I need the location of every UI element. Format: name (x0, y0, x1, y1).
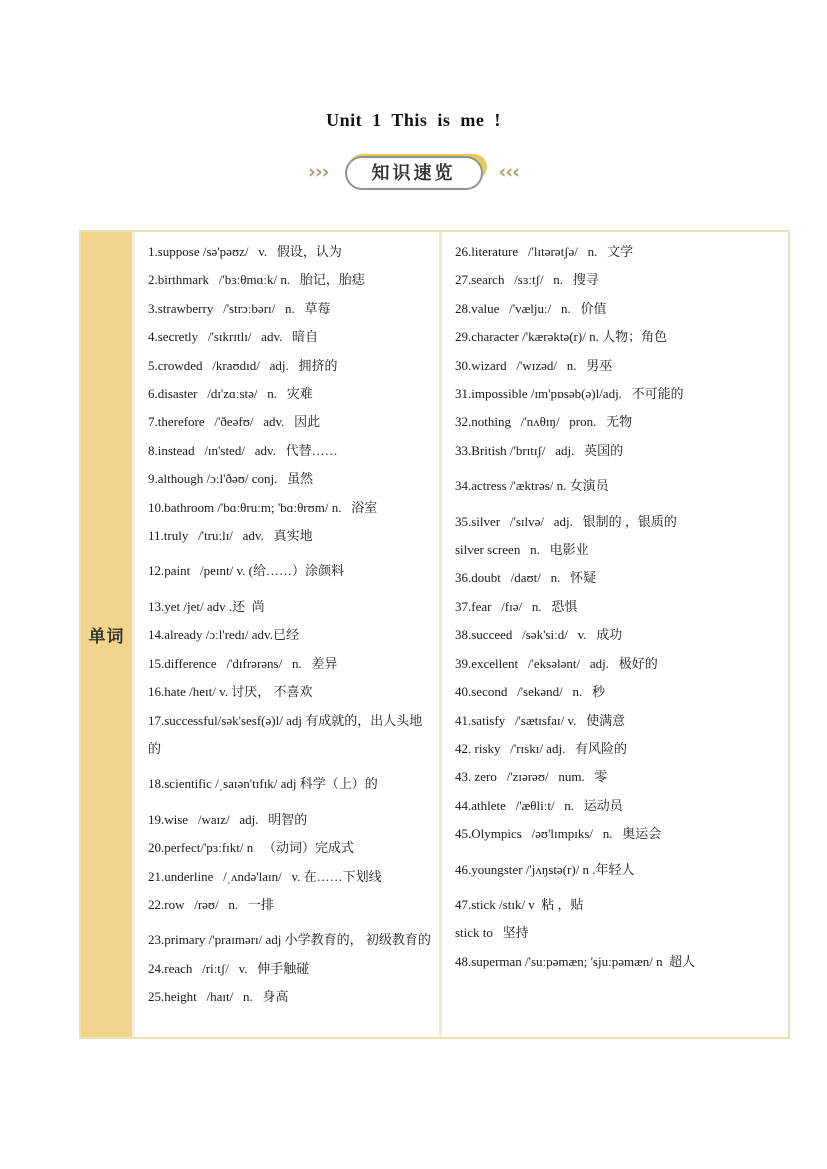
vocab-entry: 15.difference /'dɪfrərəns/ n. 差异 (148, 655, 338, 671)
vocab-entry: 44.athlete /'æθliːt/ n. 运动员 (455, 797, 623, 813)
vocab-table (79, 230, 790, 1039)
vocab-entry: 28.value /'væljuː/ n. 价值 (455, 300, 607, 316)
vocab-entry: 1.suppose /sə'pəʊz/ v. 假设，认为 (148, 244, 342, 259)
vocab-entry: 47.stick /stɪk/ v 粘 ，贴 (455, 896, 584, 912)
vocab-entry: 30.wizard /'wɪzəd/ n. 男巫 (455, 357, 613, 373)
vocab-entry: 20.perfect/'pɜːfɪkt/ n （动词）完成式 (148, 840, 355, 856)
vocab-entry: 17.successful/sək'sesf(ə)l/ adj 有成就的，出人头地的 (148, 712, 423, 756)
vocab-entry: 38.succeed /sək'siːd/ v. 成功 (455, 627, 623, 643)
vocab-entry: 21.underline /ˌʌndə'laɪn/ v. 在……下划线 (148, 868, 382, 884)
vocab-entry: 32.nothing /'nʌθɪŋ/ pron. 无物 (455, 414, 633, 430)
vocab-entry: 24.reach /riːtʃ/ v. 伸手触碰 (148, 960, 310, 976)
vocab-entry: 37.fear /fɪə/ n. 恐惧 (455, 598, 578, 614)
vocab-entry: 36.doubt /daʊt/ n. 怀疑 (455, 570, 597, 586)
vocab-entry: 14.already /ɔːl'redɪ/ adv.已经 (148, 627, 299, 643)
vocab-entry: 4.secretly /'sɪkrɪtlɪ/ adv. 暗自 (148, 329, 319, 345)
vocab-entry: 40.second /'sekənd/ n. 秒 (455, 684, 606, 700)
vocab-entry: 3.strawberry /'strɔːbərɪ/ n. 草莓 (148, 300, 331, 316)
knowledge-overview-badge (345, 159, 483, 185)
vocab-entry: 31.impossible /ɪm'pɒsəb(ə)l/adj. 不可能的 (455, 386, 684, 402)
vocab-entry: 13.yet /jet/ adv .还 尚 (148, 598, 265, 614)
vocab-entry: 18.scientific /ˌsaɪən'tɪfɪk/ adj 科学（上）的 (148, 776, 378, 792)
vocab-entry: 42. risky /'rɪskɪ/ adj. 有风险的 (455, 740, 628, 756)
badge-label: 知识速览 (345, 156, 483, 190)
vocab-entry: 48.superman /'suːpəmæn; 'sjuːpəmæn/ n 超人 (455, 953, 696, 969)
vocab-entry: 5.crowded /kraʊdɪd/ adj. 拥挤的 (148, 357, 338, 373)
vocab-entry: 22.row /rəʊ/ n. 一排 (148, 896, 274, 912)
vocab-entry: 41.satisfy /'sætɪsfaɪ/ v. 使满意 (455, 712, 626, 728)
vocab-entry: silver screen n. 电影业 (455, 542, 589, 558)
row-label-cell (81, 232, 135, 1037)
vocab-table-content (135, 232, 788, 1037)
vocab-entry: 35.silver /'sɪlvə/ adj. 银制的 ，银质的 (455, 513, 677, 529)
vocab-entry: 11.truly /'truːlɪ/ adv. 真实地 (148, 528, 313, 544)
vocab-entry: 34.actress /'æktrəs/ n. 女演员 (455, 478, 609, 494)
vocab-entry: 26.literature /'lɪtərətʃə/ n. 文学 (455, 244, 634, 259)
page-title: Unit 1 This is me ! (326, 110, 501, 130)
vocab-entry: 10.bathroom /'bɑːθruːm; 'bɑːθrʊm/ n. 浴室 (148, 499, 378, 515)
vocab-entry: 46.youngster /'jʌŋstə(r)/ n .年轻人 (455, 861, 635, 877)
vocab-entry: stick to 坚持 (455, 925, 529, 941)
vocab-entry: 43. zero /'zɪərəʊ/ num. 零 (455, 769, 608, 785)
vocab-entry: 33.British /'brɪtɪʃ/ adj. 英国的 (455, 442, 624, 458)
vocab-entry: 45.Olympics /əʊ'lɪmpɪks/ n. 奥运会 (455, 826, 662, 842)
vocab-entry: 39.excellent /'eksələnt/ adj. 极好的 (455, 655, 658, 671)
vocab-entry: 12.paint /peɪnt/ v. (给……）涂颜料 (148, 563, 344, 579)
row-label: 单词 (88, 627, 125, 646)
vocab-entry: 19.wise /waɪz/ adj. 明智的 (148, 811, 308, 827)
vocab-entry: 16.hate /heɪt/ v. 讨厌， 不喜欢 (148, 684, 313, 700)
knowledge-overview-banner (0, 159, 827, 185)
vocab-entry: 25.height /haɪt/ n. 身高 (148, 989, 289, 1005)
vocab-entry: 7.therefore /'ðeəfʊ/ adv. 因此 (148, 414, 321, 430)
vocab-entry: 23.primary /'praɪmərɪ/ adj 小学教育的， 初级教育的 (148, 932, 431, 948)
right-chevrons-icon: ››› (308, 160, 329, 183)
vocab-entry: 27.search /sɜːtʃ/ n. 搜寻 (455, 272, 599, 288)
vocab-entry: 29.character /'kærəktə(r)/ n. 人物；角色 (455, 329, 668, 345)
vocab-column-right (442, 232, 788, 1037)
vocab-entry: 9.although /ɔːl'ðəʊ/ conj. 虽然 (148, 471, 314, 487)
left-chevrons-icon: ‹‹‹ (498, 160, 519, 183)
vocab-entry: 6.disaster /dɪ'zɑːstə/ n. 灾难 (148, 386, 313, 402)
vocab-column-left (135, 232, 442, 1037)
vocab-entry: 8.instead /ɪn'sted/ adv. 代替…… (148, 442, 338, 458)
vocab-entry: 2.birthmark /'bɜːθmɑːk/ n. 胎记，胎痣 (148, 272, 365, 288)
